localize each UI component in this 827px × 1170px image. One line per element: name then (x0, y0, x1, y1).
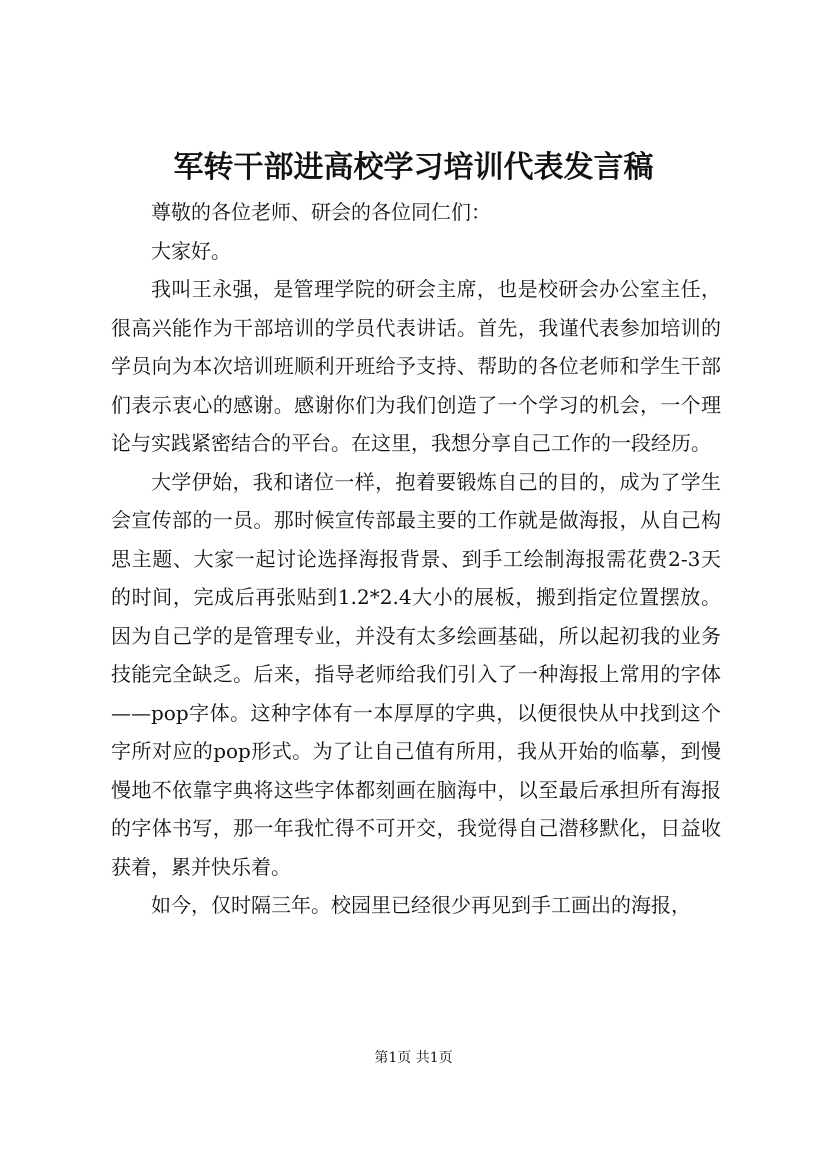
body-paragraph: 大学伊始，我和诸位一样，抱着要锻炼自己的目的，成为了学生会宣传部的一员。那时候宣传部最主要的工作就是做海报，从自己构思主题、大家一起讨论选择海报背景、到手工绘制海报需花费2-3天的时间，完成后再张贴到1.2*2.4大小的展板，搬到指定位置摆放。因为自己学的是管理专业，并没有太多绘画基础，所以起初我的业务技能完全缺乏。后来，指导老师给我们引入了一种海报上常用的字体——pop字体。这种字体有一本厚厚的字典，以便很快从中找到这个字所对应的pop形式。为了让自己值有所用，我从开始的临摹，到慢慢地不依靠字典将这些字体都刻画在脑海中，以至最后承担所有海报的字体书写，那一年我忙得不可开交，我觉得自己潜移默化，日益收获着，累并快乐着。 (111, 469, 721, 879)
greeting-paragraph: 大家好。 (151, 238, 231, 263)
body-paragraph: 如今，仅时隔三年。校园里已经很少再见到手工画出的海报， (151, 893, 691, 917)
document-title: 军转干部进高校学习培训代表发言稿 (173, 150, 654, 185)
body-paragraph: 我叫王永强，是管理学院的研会主席，也是校研会办公室主任，很高兴能作为干部培训的学员代表讲话。首先，我谨代表参加培训的学员向为本次培训班顺利开班给予支持、帮助的各位老师和学生干部们表示衷心的感谢。感谢你们为我们创造了一个学习的机会，一个理论与实践紧密结合的平台。在这里，我想分享自己工作的一段经历。 (111, 277, 721, 455)
salutation-paragraph: 尊敬的各位老师、研会的各位同仁们： (151, 200, 491, 224)
page-footer: 第1页 共1页 (374, 1050, 453, 1066)
document-body (111, 193, 721, 925)
